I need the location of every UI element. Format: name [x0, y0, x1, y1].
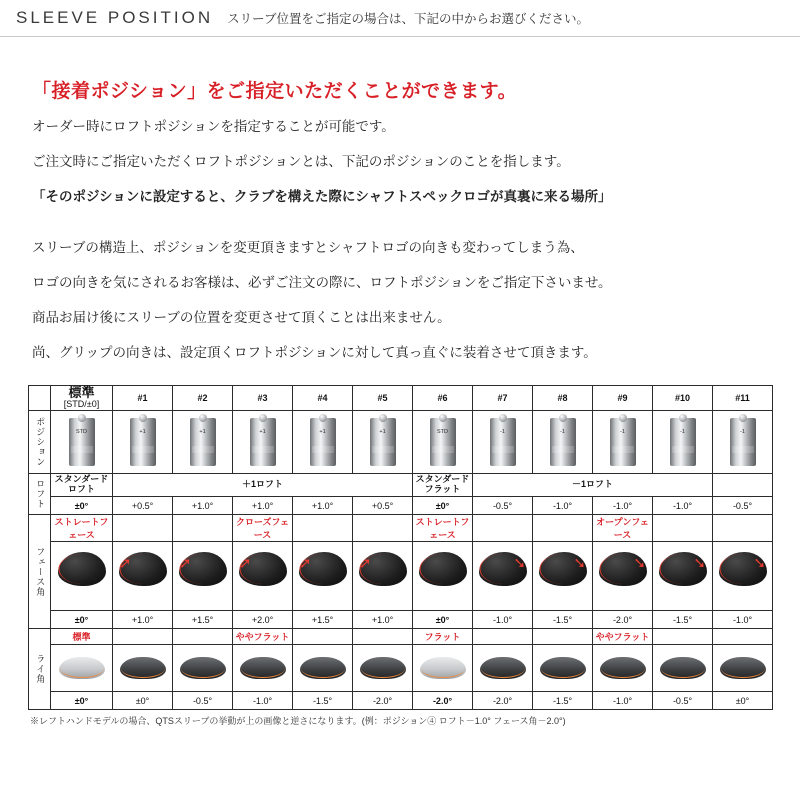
sleeve-label: +1: [199, 429, 206, 436]
column-header-1: #1: [113, 386, 173, 411]
column-header-7: #7: [473, 386, 533, 411]
loft-group-plus1: ＋1ロフト: [113, 474, 413, 497]
sleeve-icon: [730, 418, 756, 466]
sleeve-icon: [670, 418, 696, 466]
lie-image-8: [533, 645, 593, 692]
lie-value-2: -0.5°: [173, 692, 233, 710]
sleeve-label: STD: [437, 429, 448, 436]
intro-line-3: 「そのポジションに設定すると、クラブを構えた際にシャフトスペックロゴが真裏に来る場所」: [32, 188, 612, 204]
lie-line-marker: [181, 659, 225, 678]
sleeve-label: +1: [259, 429, 266, 436]
column-header-6: #6: [413, 386, 473, 411]
sleeve-cell-2: [173, 411, 233, 474]
face-value-6: ±0°: [413, 611, 473, 629]
loft-value-5: +0.5°: [353, 497, 413, 515]
face-value-std: ±0°: [51, 611, 113, 629]
column-header-10: #10: [653, 386, 713, 411]
table-row-lie-images: [29, 645, 773, 692]
loft-value-7: -0.5°: [473, 497, 533, 515]
sleeve-cell-11: [713, 411, 773, 474]
face-label-2: [173, 515, 233, 542]
sleeve-cell-7: [473, 411, 533, 474]
face-arrow-icon: ➘: [633, 555, 646, 573]
lie-label-7: [473, 629, 533, 645]
column-header-std-label: 標準: [68, 385, 95, 400]
face-value-2: +1.5°: [173, 611, 233, 629]
face-arrow-icon: ➚: [179, 555, 192, 573]
table-row-face-labels: [29, 515, 773, 542]
face-value-4: +1.5°: [293, 611, 353, 629]
sleeve-icon: [610, 418, 636, 466]
sleeve-icon: [310, 418, 336, 466]
sleeve-label: -1: [740, 429, 745, 436]
lie-value-1: ±0°: [113, 692, 173, 710]
loft-value-1: +0.5°: [113, 497, 173, 515]
lie-label-std: 標準: [51, 629, 113, 645]
face-arrow-icon: ➘: [513, 555, 526, 573]
lie-value-3: -1.0°: [233, 692, 293, 710]
lie-label-9: ややフラット: [593, 629, 653, 645]
face-image-2: [173, 542, 233, 611]
sleeve-label: +1: [319, 429, 326, 436]
sleeve-icon: [69, 418, 95, 466]
face-arrow-icon: ➘: [573, 555, 586, 573]
section-heading: 「接着ポジション」をご指定いただくことができます。: [32, 81, 518, 102]
face-value-1: +1.0°: [113, 611, 173, 629]
lie-line-marker: [541, 659, 585, 678]
sleeve-icon: [250, 418, 276, 466]
lie-line-marker: [421, 659, 465, 678]
face-arrow-icon: ➚: [119, 555, 132, 573]
loft-value-6: ±0°: [413, 497, 473, 515]
face-label-10: [653, 515, 713, 542]
row-label-position: [29, 411, 51, 474]
face-image-11: [713, 542, 773, 611]
loft-value-2: +1.0°: [173, 497, 233, 515]
face-value-8: -1.5°: [533, 611, 593, 629]
row-label-face: [29, 515, 51, 629]
sleeve-cell-6: [413, 411, 473, 474]
content-block: [0, 36, 800, 363]
face-image-std: [51, 542, 113, 611]
face-image-10: [653, 542, 713, 611]
lie-value-10: -0.5°: [653, 692, 713, 710]
face-image-8: [533, 542, 593, 611]
sleeve-label: -1: [560, 429, 565, 436]
table-row-face-images: [29, 542, 773, 611]
face-value-9: -2.0°: [593, 611, 653, 629]
lie-label-10: [653, 629, 713, 645]
loft-group-minus1: －1ロフト: [473, 474, 713, 497]
sleeve-icon: [430, 418, 456, 466]
note-line-1: スリーブの構造上、ポジションを変更頂きますとシャフトロゴの向きも変わってしまう為、: [32, 239, 584, 255]
lie-line-marker: [661, 659, 705, 678]
lie-value-6: -2.0°: [413, 692, 473, 710]
lie-value-7: -2.0°: [473, 692, 533, 710]
loft-value-10: -1.0°: [653, 497, 713, 515]
lie-image-7: [473, 645, 533, 692]
column-header-11: #11: [713, 386, 773, 411]
face-line-marker: [419, 554, 466, 584]
lie-line-marker: [361, 659, 405, 678]
face-label-9: オープンフェース: [593, 515, 653, 542]
sleeve-position-table: [28, 385, 772, 710]
face-image-3: [233, 542, 293, 611]
column-header-8: #8: [533, 386, 593, 411]
column-header-9: #9: [593, 386, 653, 411]
column-header-5: #5: [353, 386, 413, 411]
sleeve-label: +1: [379, 429, 386, 436]
lie-value-8: -1.5°: [533, 692, 593, 710]
lie-line-marker: [241, 659, 285, 678]
intro-line-1: オーダー時にロフトポジションを指定することが可能です。: [32, 119, 395, 134]
table-column-header-row: [29, 386, 773, 411]
row-label-position-text: ポジション: [35, 417, 46, 468]
face-image-9: [593, 542, 653, 611]
face-arrow-icon: ➘: [753, 555, 766, 573]
lie-value-std: ±0°: [51, 692, 113, 710]
face-image-1: [113, 542, 173, 611]
face-line-marker: [58, 554, 105, 584]
face-label-6: ストレートフェース: [413, 515, 473, 542]
sleeve-cell-std: [51, 411, 113, 474]
lie-line-marker: [481, 659, 525, 678]
lie-image-5: [353, 645, 413, 692]
table-row-loft-values: [29, 497, 773, 515]
lie-image-6: [413, 645, 473, 692]
sleeve-icon: [130, 418, 156, 466]
column-header-4: #4: [293, 386, 353, 411]
lie-image-3: [233, 645, 293, 692]
face-arrow-icon: ➘: [693, 555, 706, 573]
face-label-11: [713, 515, 773, 542]
sleeve-label: STD: [76, 429, 87, 436]
sleeve-icon: [190, 418, 216, 466]
page-header: [0, 0, 800, 37]
lie-line-marker: [60, 659, 104, 678]
note-line-2: ロゴの向きを気にされるお客様は、必ずご注文の際に、ロフトポジションをご指定下さいませ。: [32, 274, 612, 290]
loft-group-std-flat: スタンダード フラット: [413, 474, 473, 497]
note-line-4: 尚、グリップの向きは、設定頂くロフトポジションに対して真っ直ぐに装着させて頂きます。: [32, 344, 597, 360]
sleeve-cell-1: [113, 411, 173, 474]
lie-value-9: -1.0°: [593, 692, 653, 710]
row-label-loft: [29, 474, 51, 515]
sleeve-icon: [370, 418, 396, 466]
sleeve-cell-3: [233, 411, 293, 474]
sleeve-cell-4: [293, 411, 353, 474]
table-row-face-values: [29, 611, 773, 629]
face-label-std: ストレートフェース: [51, 515, 113, 542]
sleeve-cell-9: [593, 411, 653, 474]
lie-image-9: [593, 645, 653, 692]
table-row-lie-values: [29, 692, 773, 710]
loft-value-11: -0.5°: [713, 497, 773, 515]
lie-line-marker: [601, 659, 645, 678]
column-header-2: #2: [173, 386, 233, 411]
lie-value-5: -2.0°: [353, 692, 413, 710]
sleeve-cell-8: [533, 411, 593, 474]
sleeve-icon: [490, 418, 516, 466]
lie-label-6: フラット: [413, 629, 473, 645]
face-arrow-icon: ➚: [299, 555, 312, 573]
lie-label-3: ややフラット: [233, 629, 293, 645]
face-image-4: [293, 542, 353, 611]
intro-line-2: ご注文時にご指定いただくロフトポジションとは、下記のポジションのことを指します。: [32, 153, 570, 169]
sleeve-icon: [550, 418, 576, 466]
table-row-position: [29, 411, 773, 474]
page-title: SLEEVE POSITION: [16, 8, 214, 27]
row-label-face-text: フェース角: [35, 546, 46, 597]
lie-image-11: [713, 645, 773, 692]
lie-label-8: [533, 629, 593, 645]
loft-value-9: -1.0°: [593, 497, 653, 515]
face-label-7: [473, 515, 533, 542]
lie-image-10: [653, 645, 713, 692]
face-value-3: +2.0°: [233, 611, 293, 629]
loft-value-3: +1.0°: [233, 497, 293, 515]
lie-label-11: [713, 629, 773, 645]
face-image-6: [413, 542, 473, 611]
face-value-11: -1.0°: [713, 611, 773, 629]
face-label-8: [533, 515, 593, 542]
face-arrow-icon: ➚: [239, 555, 252, 573]
row-label-loft-text: ロフト: [35, 479, 46, 510]
face-label-4: [293, 515, 353, 542]
sleeve-label: -1: [500, 429, 505, 436]
sleeve-cell-10: [653, 411, 713, 474]
face-arrow-icon: ➚: [359, 555, 372, 573]
column-header-std-sub: [STD/±0]: [63, 399, 100, 410]
face-label-1: [113, 515, 173, 542]
note-line-3: 商品お届け後にスリーブの位置を変更させて頂くことは出来ません。: [32, 309, 451, 325]
loft-group-blank: [713, 474, 773, 497]
column-header-std: [51, 386, 113, 411]
lie-image-2: [173, 645, 233, 692]
table-row-loft-groups: [29, 474, 773, 497]
face-image-5: [353, 542, 413, 611]
loft-value-8: -1.0°: [533, 497, 593, 515]
lie-label-1: [113, 629, 173, 645]
face-image-7: [473, 542, 533, 611]
face-value-10: -1.5°: [653, 611, 713, 629]
lie-value-4: -1.5°: [293, 692, 353, 710]
sleeve-label: -1: [620, 429, 625, 436]
face-label-3: クローズフェース: [233, 515, 293, 542]
sleeve-cell-5: [353, 411, 413, 474]
lie-line-marker: [301, 659, 345, 678]
lie-image-std: [51, 645, 113, 692]
face-value-7: -1.0°: [473, 611, 533, 629]
lie-label-5: [353, 629, 413, 645]
face-value-5: +1.0°: [353, 611, 413, 629]
page-subtitle: スリーブ位置をご指定の場合は、下記の中からお選びください。: [227, 12, 589, 26]
spacer: [0, 208, 800, 224]
sleeve-label: -1: [680, 429, 685, 436]
footnote: ※レフトハンドモデルの場合、QTSスリーブの挙動が上の画像と逆さになります。(例：ポジション④ ロフト－1.0° フェース角－2.0°): [30, 716, 566, 726]
column-header-3: #3: [233, 386, 293, 411]
corner-blank: [29, 386, 51, 411]
sleeve-label: +1: [139, 429, 146, 436]
row-label-lie: [29, 629, 51, 710]
lie-image-1: [113, 645, 173, 692]
loft-group-std: スタンダード ロフト: [51, 474, 113, 497]
loft-value-std: ±0°: [51, 497, 113, 515]
lie-label-2: [173, 629, 233, 645]
lie-value-11: ±0°: [713, 692, 773, 710]
lie-line-marker: [721, 659, 765, 678]
lie-image-4: [293, 645, 353, 692]
table-row-lie-labels: [29, 629, 773, 645]
loft-value-4: +1.0°: [293, 497, 353, 515]
lie-line-marker: [121, 659, 165, 678]
lie-label-4: [293, 629, 353, 645]
row-label-lie-text: ライ角: [35, 654, 46, 685]
face-label-5: [353, 515, 413, 542]
